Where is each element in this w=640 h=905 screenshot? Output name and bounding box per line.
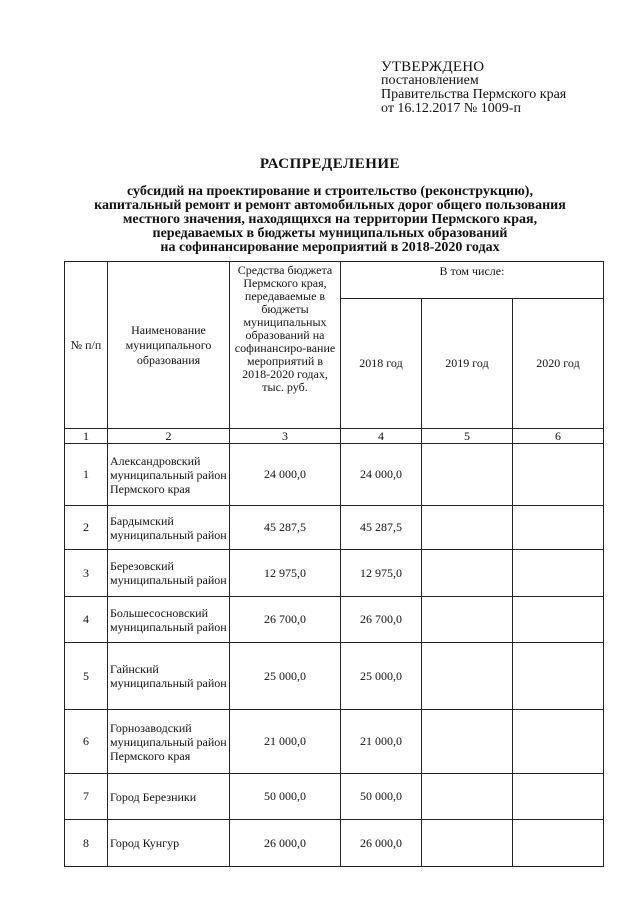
amount-2019 xyxy=(422,444,513,506)
amount-2018: 26 000,0 xyxy=(341,820,422,867)
municipality-name: Березовский муниципальный район xyxy=(108,550,230,597)
amount-2020 xyxy=(513,820,604,867)
column-number: 6 xyxy=(513,429,604,444)
amount-2020 xyxy=(513,710,604,774)
amount-2019 xyxy=(422,597,513,643)
row-number: 3 xyxy=(65,550,108,597)
municipality-name: Бардымский муниципальный район xyxy=(108,506,230,550)
amount-2018: 21 000,0 xyxy=(341,710,422,774)
table-row xyxy=(65,444,604,506)
approval-date: от 16.12.2017 № 1009-п xyxy=(381,101,521,116)
table-row xyxy=(65,597,604,643)
amount-2020 xyxy=(513,550,604,597)
header-including: В том числе: xyxy=(341,262,604,299)
column-number: 2 xyxy=(108,429,230,444)
row-number: 6 xyxy=(65,710,108,774)
column-number: 5 xyxy=(422,429,513,444)
subtitle-line: на софинансирование мероприятий в 2018-2020 годах xyxy=(160,240,500,255)
amount-2020 xyxy=(513,774,604,820)
row-number: 8 xyxy=(65,820,108,867)
column-number: 1 xyxy=(65,429,108,444)
approval-line: Правительства Пермского края xyxy=(381,87,567,102)
total-amount: 26 700,0 xyxy=(230,597,341,643)
distribution-table xyxy=(64,261,604,867)
document-title: РАСПРЕДЕЛЕНИЕ xyxy=(259,156,401,172)
amount-2020 xyxy=(513,597,604,643)
municipality-name: Александровский муниципальный район Пермского края xyxy=(108,444,230,506)
total-amount: 45 287,5 xyxy=(230,506,341,550)
subtitle-line: передаваемых в бюджеты муниципальных образований xyxy=(152,226,508,241)
amount-2019 xyxy=(422,774,513,820)
header-year-2018: 2018 год xyxy=(341,299,422,429)
municipality-name: Город Кунгур xyxy=(108,820,230,867)
header-name: Наименование муниципального образования xyxy=(108,262,230,429)
municipality-name: Гайнский муниципальный район xyxy=(108,643,230,710)
amount-2018: 25 000,0 xyxy=(341,643,422,710)
amount-2018: 12 975,0 xyxy=(341,550,422,597)
row-number: 1 xyxy=(65,444,108,506)
table-row xyxy=(65,710,604,774)
amount-2019 xyxy=(422,550,513,597)
header-year-2019: 2019 год xyxy=(422,299,513,429)
column-number-row xyxy=(65,429,604,444)
amount-2018: 24 000,0 xyxy=(341,444,422,506)
title-block xyxy=(40,156,620,255)
amount-2018: 50 000,0 xyxy=(341,774,422,820)
row-number: 5 xyxy=(65,643,108,710)
row-number: 4 xyxy=(65,597,108,643)
approval-heading: УТВЕРЖДЕНО xyxy=(381,59,485,75)
amount-2020 xyxy=(513,643,604,710)
approval-stamp xyxy=(381,60,566,116)
amount-2020 xyxy=(513,444,604,506)
header-year-2020: 2020 год xyxy=(513,299,604,429)
table-row xyxy=(65,550,604,597)
total-amount: 50 000,0 xyxy=(230,774,341,820)
table-row xyxy=(65,820,604,867)
table-row xyxy=(65,643,604,710)
amount-2018: 26 700,0 xyxy=(341,597,422,643)
subtitle-line: местного значения, находящихся на территории Пермского края, xyxy=(122,212,538,227)
amount-2018: 45 287,5 xyxy=(341,506,422,550)
row-number: 7 xyxy=(65,774,108,820)
total-amount: 21 000,0 xyxy=(230,710,341,774)
municipality-name: Горнозаводский муниципальный район Пермского края xyxy=(108,710,230,774)
total-amount: 25 000,0 xyxy=(230,643,341,710)
municipality-name: Город Березники xyxy=(108,774,230,820)
subtitle-line: капитальный ремонт и ремонт автомобильных дорог общего пользования xyxy=(94,198,566,213)
total-amount: 12 975,0 xyxy=(230,550,341,597)
subtitle-line: субсидий на проектирование и строительство (реконструкцию), xyxy=(127,184,533,199)
total-amount: 24 000,0 xyxy=(230,444,341,506)
header-number: № п/п xyxy=(65,262,108,429)
column-number: 3 xyxy=(230,429,341,444)
table-row xyxy=(65,774,604,820)
amount-2019 xyxy=(422,506,513,550)
header-budget: Средства бюджета Пермского края, передаваемые в бюджеты муниципальных образований на софинансиро-вание мероприятий в 2018-2020 годах, тыс. руб. xyxy=(230,262,341,429)
total-amount: 26 000,0 xyxy=(230,820,341,867)
header-row xyxy=(65,262,604,299)
column-number: 4 xyxy=(341,429,422,444)
amount-2019 xyxy=(422,643,513,710)
municipality-name: Большесосновский муниципальный район xyxy=(108,597,230,643)
amount-2019 xyxy=(422,820,513,867)
table-row xyxy=(65,506,604,550)
amount-2020 xyxy=(513,506,604,550)
approval-line: постановлением xyxy=(381,73,479,88)
amount-2019 xyxy=(422,710,513,774)
row-number: 2 xyxy=(65,506,108,550)
